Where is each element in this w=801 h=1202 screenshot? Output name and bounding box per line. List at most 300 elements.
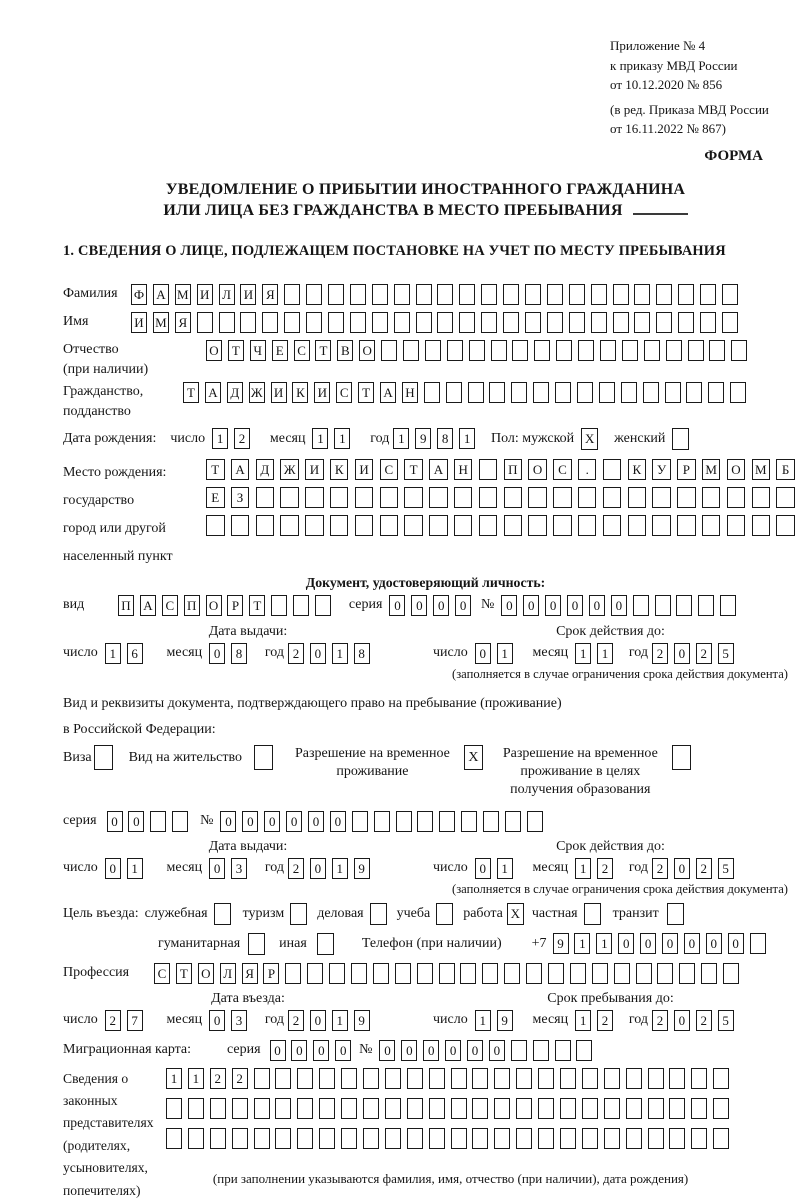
birthplace-char-box[interactable] — [256, 515, 275, 536]
representatives-char-box[interactable] — [626, 1068, 642, 1089]
surname-char-box[interactable] — [678, 284, 694, 305]
firstname-char-box[interactable] — [503, 312, 519, 333]
birth-month-box[interactable]: 1 — [312, 428, 328, 449]
doc-number-box[interactable]: 0 — [545, 595, 561, 616]
patronymic-char-box[interactable] — [512, 340, 528, 361]
residence-valid-month-box[interactable]: 2 — [597, 858, 613, 879]
birthplace-char-box[interactable]: У — [652, 459, 671, 480]
purpose-work-checkbox[interactable]: X — [507, 903, 524, 925]
birthplace-char-box[interactable]: М — [702, 459, 721, 480]
birthplace-char-box[interactable]: С — [553, 459, 572, 480]
surname-char-box[interactable] — [503, 284, 519, 305]
doc-type-char-box[interactable]: Р — [227, 595, 243, 616]
representatives-char-box[interactable] — [210, 1098, 226, 1119]
profession-char-box[interactable] — [679, 963, 695, 984]
citizenship-char-box[interactable]: Т — [358, 382, 374, 403]
firstname-char-box[interactable] — [569, 312, 585, 333]
birthplace-char-box[interactable] — [380, 487, 399, 508]
surname-char-box[interactable] — [481, 284, 497, 305]
phone-digit-box[interactable]: 0 — [684, 933, 700, 954]
temp-residence-checkbox[interactable]: X — [464, 745, 483, 770]
doc-number-box[interactable]: 0 — [523, 595, 539, 616]
residence-valid-month-box[interactable]: 1 — [575, 858, 591, 879]
firstname-char-box[interactable] — [700, 312, 716, 333]
visa-checkbox[interactable] — [94, 745, 113, 770]
birthplace-char-box[interactable]: Б — [776, 459, 795, 480]
residence-number-box[interactable]: 0 — [220, 811, 236, 832]
birthplace-char-box[interactable]: П — [504, 459, 523, 480]
birthplace-char-box[interactable] — [603, 459, 622, 480]
birthplace-char-box[interactable] — [528, 515, 547, 536]
profession-char-box[interactable] — [351, 963, 367, 984]
issue-month-box[interactable]: 0 — [209, 643, 225, 664]
representatives-char-box[interactable] — [582, 1068, 598, 1089]
stay-year-box[interactable]: 0 — [674, 1010, 690, 1031]
doc-number-box[interactable]: 0 — [501, 595, 517, 616]
citizenship-char-box[interactable] — [446, 382, 462, 403]
birthplace-char-box[interactable] — [652, 515, 671, 536]
birthplace-char-box[interactable] — [429, 487, 448, 508]
representatives-char-box[interactable] — [560, 1128, 576, 1149]
purpose-other-checkbox[interactable] — [317, 933, 334, 955]
patronymic-char-box[interactable] — [447, 340, 463, 361]
birthplace-char-box[interactable]: И — [305, 459, 324, 480]
representatives-char-box[interactable] — [429, 1098, 445, 1119]
issue-year-box[interactable]: 8 — [354, 643, 370, 664]
migration-number-box[interactable]: 0 — [401, 1040, 417, 1061]
profession-char-box[interactable] — [636, 963, 652, 984]
representatives-char-box[interactable] — [407, 1098, 423, 1119]
birth-year-box[interactable]: 1 — [393, 428, 409, 449]
birthplace-char-box[interactable] — [628, 515, 647, 536]
profession-char-box[interactable] — [526, 963, 542, 984]
representatives-char-box[interactable] — [407, 1068, 423, 1089]
citizenship-char-box[interactable]: К — [292, 382, 308, 403]
doc-seriya-box[interactable]: 0 — [411, 595, 427, 616]
representatives-char-box[interactable] — [538, 1068, 554, 1089]
profession-char-box[interactable] — [701, 963, 717, 984]
entry-day-box[interactable]: 7 — [127, 1010, 143, 1031]
migration-number-box[interactable] — [511, 1040, 527, 1061]
residence-number-box[interactable] — [396, 811, 412, 832]
birthplace-char-box[interactable] — [727, 487, 746, 508]
profession-char-box[interactable] — [460, 963, 476, 984]
firstname-char-box[interactable] — [656, 312, 672, 333]
citizenship-char-box[interactable]: С — [336, 382, 352, 403]
firstname-char-box[interactable] — [613, 312, 629, 333]
phone-digit-box[interactable]: 1 — [596, 933, 612, 954]
doc-number-box[interactable] — [676, 595, 692, 616]
patronymic-char-box[interactable]: О — [206, 340, 222, 361]
profession-char-box[interactable]: О — [198, 963, 214, 984]
birthplace-char-box[interactable] — [479, 515, 498, 536]
firstname-char-box[interactable] — [437, 312, 453, 333]
patronymic-char-box[interactable] — [578, 340, 594, 361]
migration-seriya-box[interactable]: 0 — [270, 1040, 286, 1061]
surname-char-box[interactable]: Я — [262, 284, 278, 305]
residence-number-box[interactable] — [374, 811, 390, 832]
representatives-char-box[interactable] — [494, 1098, 510, 1119]
representatives-char-box[interactable] — [341, 1068, 357, 1089]
doc-number-box[interactable] — [720, 595, 736, 616]
residence-number-box[interactable]: 0 — [308, 811, 324, 832]
birthplace-char-box[interactable] — [454, 515, 473, 536]
representatives-char-box[interactable] — [363, 1128, 379, 1149]
profession-char-box[interactable] — [482, 963, 498, 984]
birthplace-char-box[interactable] — [404, 487, 423, 508]
doc-number-box[interactable]: 0 — [567, 595, 583, 616]
patronymic-char-box[interactable] — [556, 340, 572, 361]
representatives-char-box[interactable] — [560, 1098, 576, 1119]
firstname-char-box[interactable] — [722, 312, 738, 333]
birthplace-char-box[interactable] — [578, 487, 597, 508]
representatives-char-box[interactable] — [363, 1068, 379, 1089]
representatives-char-box[interactable] — [713, 1068, 729, 1089]
migration-seriya-box[interactable]: 0 — [291, 1040, 307, 1061]
birthplace-char-box[interactable] — [355, 487, 374, 508]
sex-male-checkbox[interactable]: X — [581, 428, 598, 450]
birthplace-char-box[interactable] — [404, 515, 423, 536]
stay-month-box[interactable]: 2 — [597, 1010, 613, 1031]
phone-digit-box[interactable]: 1 — [574, 933, 590, 954]
citizenship-char-box[interactable]: И — [271, 382, 287, 403]
representatives-char-box[interactable] — [538, 1098, 554, 1119]
valid-year-box[interactable]: 0 — [674, 643, 690, 664]
representatives-char-box[interactable] — [669, 1128, 685, 1149]
issue-day-box[interactable]: 6 — [127, 643, 143, 664]
residence-number-box[interactable] — [483, 811, 499, 832]
phone-digit-box[interactable]: 0 — [662, 933, 678, 954]
valid-year-box[interactable]: 5 — [718, 643, 734, 664]
birthplace-char-box[interactable] — [355, 515, 374, 536]
doc-number-box[interactable] — [655, 595, 671, 616]
firstname-char-box[interactable] — [634, 312, 650, 333]
firstname-char-box[interactable]: Я — [175, 312, 191, 333]
citizenship-char-box[interactable] — [599, 382, 615, 403]
birthplace-char-box[interactable] — [256, 487, 275, 508]
citizenship-char-box[interactable] — [424, 382, 440, 403]
residence-issue-year-box[interactable]: 0 — [310, 858, 326, 879]
sex-female-checkbox[interactable] — [672, 428, 689, 450]
residence-issue-year-box[interactable]: 2 — [288, 858, 304, 879]
birthplace-char-box[interactable] — [628, 487, 647, 508]
profession-char-box[interactable] — [548, 963, 564, 984]
phone-digit-box[interactable]: 0 — [728, 933, 744, 954]
representatives-char-box[interactable] — [494, 1068, 510, 1089]
firstname-char-box[interactable] — [459, 312, 475, 333]
patronymic-char-box[interactable] — [644, 340, 660, 361]
surname-char-box[interactable] — [569, 284, 585, 305]
birthplace-char-box[interactable] — [677, 487, 696, 508]
representatives-char-box[interactable] — [254, 1068, 270, 1089]
residence-issue-month-box[interactable]: 0 — [209, 858, 225, 879]
birthplace-char-box[interactable]: Т — [404, 459, 423, 480]
purpose-tourism-checkbox[interactable] — [290, 903, 307, 925]
patronymic-char-box[interactable] — [600, 340, 616, 361]
entry-day-box[interactable]: 2 — [105, 1010, 121, 1031]
purpose-private-checkbox[interactable] — [584, 903, 601, 925]
doc-type-char-box[interactable] — [315, 595, 331, 616]
surname-char-box[interactable]: А — [153, 284, 169, 305]
representatives-char-box[interactable] — [691, 1128, 707, 1149]
migration-number-box[interactable]: 0 — [379, 1040, 395, 1061]
birthplace-char-box[interactable]: С — [380, 459, 399, 480]
representatives-char-box[interactable]: 1 — [166, 1068, 182, 1089]
representatives-char-box[interactable] — [319, 1128, 335, 1149]
citizenship-char-box[interactable]: Ж — [249, 382, 265, 403]
firstname-char-box[interactable] — [306, 312, 322, 333]
profession-char-box[interactable]: С — [154, 963, 170, 984]
birth-year-box[interactable]: 9 — [415, 428, 431, 449]
firstname-char-box[interactable] — [481, 312, 497, 333]
representatives-char-box[interactable] — [604, 1098, 620, 1119]
birth-day-box[interactable]: 2 — [234, 428, 250, 449]
issue-month-box[interactable]: 8 — [231, 643, 247, 664]
doc-seriya-box[interactable]: 0 — [389, 595, 405, 616]
birthplace-char-box[interactable] — [702, 515, 721, 536]
birthplace-char-box[interactable] — [702, 487, 721, 508]
representatives-char-box[interactable] — [626, 1098, 642, 1119]
patronymic-char-box[interactable]: О — [359, 340, 375, 361]
patronymic-char-box[interactable]: С — [294, 340, 310, 361]
residence-number-box[interactable] — [527, 811, 543, 832]
residence-issue-month-box[interactable]: 3 — [231, 858, 247, 879]
citizenship-char-box[interactable] — [665, 382, 681, 403]
citizenship-char-box[interactable] — [577, 382, 593, 403]
patronymic-char-box[interactable] — [403, 340, 419, 361]
birth-day-box[interactable]: 1 — [212, 428, 228, 449]
patronymic-char-box[interactable] — [688, 340, 704, 361]
birthplace-char-box[interactable] — [429, 515, 448, 536]
doc-type-char-box[interactable] — [271, 595, 287, 616]
purpose-transit-checkbox[interactable] — [667, 903, 684, 925]
residence-seriya-box[interactable]: 0 — [128, 811, 144, 832]
residence-valid-day-box[interactable]: 1 — [497, 858, 513, 879]
birthplace-char-box[interactable] — [553, 487, 572, 508]
representatives-char-box[interactable] — [713, 1098, 729, 1119]
residence-issue-year-box[interactable]: 1 — [332, 858, 348, 879]
birthplace-char-box[interactable] — [504, 487, 523, 508]
residence-valid-year-box[interactable]: 5 — [718, 858, 734, 879]
surname-char-box[interactable]: М — [175, 284, 191, 305]
representatives-char-box[interactable] — [188, 1098, 204, 1119]
phone-digit-box[interactable]: 0 — [618, 933, 634, 954]
birthplace-char-box[interactable] — [305, 487, 324, 508]
representatives-char-box[interactable] — [669, 1068, 685, 1089]
birthplace-char-box[interactable] — [280, 487, 299, 508]
residence-issue-day-box[interactable]: 1 — [127, 858, 143, 879]
profession-char-box[interactable] — [439, 963, 455, 984]
representatives-char-box[interactable] — [385, 1068, 401, 1089]
valid-month-box[interactable]: 1 — [575, 643, 591, 664]
birthplace-char-box[interactable]: К — [330, 459, 349, 480]
birthplace-char-box[interactable] — [380, 515, 399, 536]
issue-year-box[interactable]: 1 — [332, 643, 348, 664]
birthplace-char-box[interactable] — [280, 515, 299, 536]
birthplace-char-box[interactable]: Р — [677, 459, 696, 480]
birthplace-char-box[interactable]: Д — [256, 459, 275, 480]
representatives-char-box[interactable] — [648, 1068, 664, 1089]
phone-digit-box[interactable]: 0 — [640, 933, 656, 954]
representatives-char-box[interactable] — [275, 1098, 291, 1119]
entry-year-box[interactable]: 0 — [310, 1010, 326, 1031]
citizenship-char-box[interactable]: А — [205, 382, 221, 403]
residence-valid-year-box[interactable]: 2 — [652, 858, 668, 879]
representatives-char-box[interactable] — [626, 1128, 642, 1149]
representatives-char-box[interactable] — [429, 1068, 445, 1089]
citizenship-char-box[interactable]: Т — [183, 382, 199, 403]
migration-number-box[interactable]: 0 — [445, 1040, 461, 1061]
birthplace-char-box[interactable] — [231, 515, 250, 536]
profession-char-box[interactable] — [373, 963, 389, 984]
surname-char-box[interactable]: Ф — [131, 284, 147, 305]
doc-type-char-box[interactable]: П — [118, 595, 134, 616]
birthplace-char-box[interactable]: О — [727, 459, 746, 480]
firstname-char-box[interactable] — [350, 312, 366, 333]
profession-char-box[interactable] — [285, 963, 301, 984]
surname-char-box[interactable] — [394, 284, 410, 305]
representatives-char-box[interactable] — [319, 1068, 335, 1089]
doc-type-char-box[interactable]: О — [206, 595, 222, 616]
citizenship-char-box[interactable] — [489, 382, 505, 403]
phone-digit-box[interactable]: 9 — [553, 933, 569, 954]
representatives-char-box[interactable] — [210, 1128, 226, 1149]
migration-number-box[interactable] — [555, 1040, 571, 1061]
residence-number-box[interactable]: 0 — [242, 811, 258, 832]
valid-day-box[interactable]: 0 — [475, 643, 491, 664]
representatives-char-box[interactable] — [538, 1128, 554, 1149]
representatives-char-box[interactable] — [451, 1128, 467, 1149]
representatives-char-box[interactable] — [275, 1068, 291, 1089]
entry-year-box[interactable]: 1 — [332, 1010, 348, 1031]
surname-char-box[interactable] — [722, 284, 738, 305]
doc-seriya-box[interactable]: 0 — [433, 595, 449, 616]
birthplace-char-box[interactable]: Е — [206, 487, 225, 508]
representatives-char-box[interactable] — [232, 1098, 248, 1119]
representatives-char-box[interactable] — [254, 1098, 270, 1119]
residence-valid-day-box[interactable]: 0 — [475, 858, 491, 879]
birthplace-char-box[interactable]: О — [528, 459, 547, 480]
representatives-char-box[interactable] — [166, 1098, 182, 1119]
surname-char-box[interactable] — [547, 284, 563, 305]
representatives-char-box[interactable] — [363, 1098, 379, 1119]
issue-year-box[interactable]: 2 — [288, 643, 304, 664]
representatives-char-box[interactable] — [341, 1098, 357, 1119]
profession-char-box[interactable] — [395, 963, 411, 984]
citizenship-char-box[interactable] — [468, 382, 484, 403]
patronymic-char-box[interactable] — [469, 340, 485, 361]
birthplace-char-box[interactable] — [752, 515, 771, 536]
birthplace-char-box[interactable] — [528, 487, 547, 508]
residence-seriya-box[interactable] — [150, 811, 166, 832]
patronymic-char-box[interactable] — [491, 340, 507, 361]
profession-char-box[interactable] — [570, 963, 586, 984]
purpose-study-checkbox[interactable] — [436, 903, 453, 925]
representatives-char-box[interactable] — [385, 1098, 401, 1119]
patronymic-char-box[interactable] — [731, 340, 747, 361]
representatives-char-box[interactable] — [691, 1098, 707, 1119]
entry-year-box[interactable]: 9 — [354, 1010, 370, 1031]
doc-type-char-box[interactable]: П — [184, 595, 200, 616]
valid-month-box[interactable]: 1 — [597, 643, 613, 664]
residence-number-box[interactable] — [461, 811, 477, 832]
doc-number-box[interactable] — [633, 595, 649, 616]
patronymic-char-box[interactable]: Е — [272, 340, 288, 361]
surname-char-box[interactable] — [656, 284, 672, 305]
citizenship-char-box[interactable] — [511, 382, 527, 403]
citizenship-char-box[interactable] — [686, 382, 702, 403]
valid-day-box[interactable]: 1 — [497, 643, 513, 664]
birthplace-char-box[interactable]: А — [231, 459, 250, 480]
birthplace-char-box[interactable]: Т — [206, 459, 225, 480]
doc-number-box[interactable]: 0 — [589, 595, 605, 616]
profession-char-box[interactable]: Р — [263, 963, 279, 984]
birth-year-box[interactable]: 1 — [459, 428, 475, 449]
birthplace-char-box[interactable]: М — [752, 459, 771, 480]
patronymic-char-box[interactable]: Т — [228, 340, 244, 361]
representatives-char-box[interactable] — [232, 1128, 248, 1149]
profession-char-box[interactable] — [723, 963, 739, 984]
patronymic-char-box[interactable]: В — [337, 340, 353, 361]
issue-year-box[interactable]: 0 — [310, 643, 326, 664]
residence-number-box[interactable]: 0 — [286, 811, 302, 832]
profession-char-box[interactable]: Т — [176, 963, 192, 984]
representatives-char-box[interactable] — [319, 1098, 335, 1119]
birthplace-char-box[interactable]: Ж — [280, 459, 299, 480]
representatives-char-box[interactable] — [472, 1128, 488, 1149]
doc-number-box[interactable]: 0 — [611, 595, 627, 616]
birthplace-char-box[interactable]: И — [355, 459, 374, 480]
citizenship-char-box[interactable]: Д — [227, 382, 243, 403]
stay-year-box[interactable]: 2 — [696, 1010, 712, 1031]
residence-issue-year-box[interactable]: 9 — [354, 858, 370, 879]
issue-day-box[interactable]: 1 — [105, 643, 121, 664]
purpose-business-checkbox[interactable] — [370, 903, 387, 925]
phone-digit-box[interactable]: 0 — [706, 933, 722, 954]
profession-char-box[interactable] — [592, 963, 608, 984]
profession-char-box[interactable] — [329, 963, 345, 984]
representatives-char-box[interactable] — [560, 1068, 576, 1089]
firstname-char-box[interactable] — [591, 312, 607, 333]
patronymic-char-box[interactable] — [534, 340, 550, 361]
valid-year-box[interactable]: 2 — [652, 643, 668, 664]
birthplace-char-box[interactable]: З — [231, 487, 250, 508]
birthplace-char-box[interactable] — [454, 487, 473, 508]
surname-char-box[interactable] — [284, 284, 300, 305]
surname-char-box[interactable] — [306, 284, 322, 305]
representatives-char-box[interactable] — [341, 1128, 357, 1149]
representatives-char-box[interactable] — [648, 1098, 664, 1119]
representatives-char-box[interactable] — [582, 1098, 598, 1119]
birthplace-char-box[interactable] — [603, 487, 622, 508]
birthplace-char-box[interactable]: Н — [454, 459, 473, 480]
birthplace-char-box[interactable] — [553, 515, 572, 536]
residence-seriya-box[interactable]: 0 — [107, 811, 123, 832]
patronymic-char-box[interactable]: Т — [315, 340, 331, 361]
profession-char-box[interactable]: Л — [220, 963, 236, 984]
phone-digit-box[interactable] — [750, 933, 766, 954]
representatives-char-box[interactable] — [385, 1128, 401, 1149]
surname-char-box[interactable] — [700, 284, 716, 305]
migration-number-box[interactable]: 0 — [467, 1040, 483, 1061]
profession-char-box[interactable] — [307, 963, 323, 984]
patronymic-char-box[interactable]: Ч — [250, 340, 266, 361]
representatives-char-box[interactable] — [472, 1098, 488, 1119]
stay-year-box[interactable]: 5 — [718, 1010, 734, 1031]
representatives-char-box[interactable] — [604, 1128, 620, 1149]
migration-number-box[interactable] — [576, 1040, 592, 1061]
surname-char-box[interactable] — [634, 284, 650, 305]
